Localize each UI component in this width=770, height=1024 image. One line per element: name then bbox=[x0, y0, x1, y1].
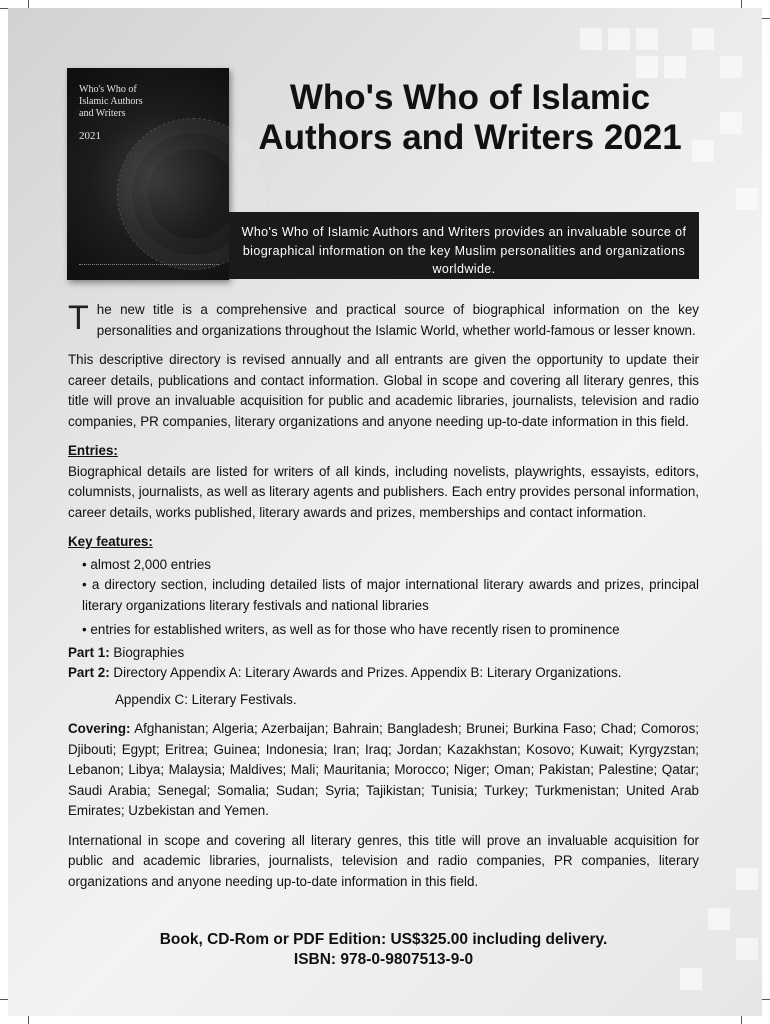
part-1-text: Biographies bbox=[113, 644, 185, 660]
pricing-block bbox=[68, 930, 699, 970]
decor-square bbox=[664, 56, 686, 78]
decor-square bbox=[692, 28, 714, 50]
part-2-continuation: Appendix C: Literary Festivals. bbox=[115, 691, 297, 707]
decor-square bbox=[680, 968, 702, 990]
covering-paragraph bbox=[68, 719, 699, 822]
page-title: Who's Who of Islamic Authors and Writers 2021 bbox=[258, 78, 682, 157]
entries-paragraph: Biographical details are listed for writers of all kinds, including novelists, playwrights, essayists, editors, columnists, journalists, as well as literary agents and publishers. Each entry provides personal information, career details, works published, literary awards and prizes, memberships and contact information. bbox=[68, 463, 699, 520]
key-features-list bbox=[68, 555, 699, 641]
part-1-line bbox=[68, 643, 699, 664]
intro-paragraph bbox=[68, 300, 699, 341]
isbn: ISBN: 978-0-9807513-9-0 bbox=[293, 951, 474, 968]
tagline-text: Who's Who of Islamic Authors and Writers provides an invaluable source of biographical information on the key Muslim personalities and organizations worldwide. bbox=[241, 225, 687, 276]
decor-square bbox=[708, 908, 730, 930]
cover-year: 2021 bbox=[79, 130, 101, 142]
cover-title: Who's Who of Islamic Authors and Writers bbox=[79, 84, 143, 119]
tagline-banner bbox=[229, 212, 699, 279]
part-2-line bbox=[68, 663, 699, 684]
list-item: • almost 2,000 entries bbox=[82, 555, 699, 576]
key-features-heading: Key features: bbox=[68, 534, 153, 549]
cover-publisher-line bbox=[79, 264, 219, 268]
part-1-label: Part 1: bbox=[68, 644, 110, 660]
closing-paragraph: International in scope and covering all literary genres, this title will prove an invaluable acquisition for public and academic libraries, journalists, television and radio companies, PR companies, literary organizations and anyone needing up-to-date information in this field. bbox=[68, 832, 699, 889]
decor-square bbox=[736, 868, 758, 890]
decor-square bbox=[736, 188, 758, 210]
intro-text: he new title is a comprehensive and practical source of biographical information on the key personalities and organizations throughout the Islamic World, whether world-famous or lesser known. bbox=[96, 302, 699, 338]
covering-label: Covering: bbox=[68, 721, 131, 736]
book-cover-image bbox=[67, 68, 229, 280]
edition-price: Book, CD-Rom or PDF Edition: US$325.00 including delivery. bbox=[159, 931, 608, 948]
drop-cap: T bbox=[68, 299, 89, 337]
decor-square bbox=[636, 28, 658, 50]
description-paragraph: This descriptive directory is revised annually and all entrants are given the opportunity to update their career details, publications and contact information. Global in scope and covering all literary genres, this title will prove an invaluable acquisition for public and academic libraries, journalists, television and radio companies, PR companies, literary organizations and anyone needing up-to-date information in this field. bbox=[68, 352, 699, 429]
covering-text: Afghanistan; Algeria; Azerbaijan; Bahrain; Bangladesh; Brunei; Burkina Faso; Chad; Comoros; Djibouti; Egypt; Eritrea; Guinea; Indonesia; Iran; Iraq; Jordan; Kazakhstan; Kosovo; Kuwait; Kyrgyzstan; Lebanon; Libya; Malaysia; Maldives; Mali; Mauritania; Morocco; Niger; Oman; Pakistan; Palestine; Qatar; Saudi Arabia; Senegal; Somalia; Sudan; Syria; Tajikistan; Tunisia; Turkey; Turkmenistan; United Arab Emirates; Uzbekistan and Yemen. bbox=[68, 721, 699, 818]
part-2-label: Part 2: bbox=[68, 665, 110, 680]
body-text bbox=[68, 300, 699, 892]
list-item: • a directory section, including detailed lists of major international literary awards and prizes, principal literary organizations literary festivals and national libraries bbox=[82, 575, 699, 616]
decor-square bbox=[736, 938, 758, 960]
decor-square bbox=[720, 56, 742, 78]
decor-square bbox=[720, 112, 742, 134]
entries-heading: Entries: bbox=[68, 443, 118, 458]
decor-square bbox=[608, 28, 630, 50]
list-item: • entries for established writers, as well as for those who have recently risen to prominence bbox=[82, 620, 699, 641]
decor-square bbox=[636, 56, 658, 78]
decor-square bbox=[580, 28, 602, 50]
part-2-text: Directory Appendix A: Literary Awards and Prizes. Appendix B: Literary Organizations. bbox=[113, 665, 622, 680]
